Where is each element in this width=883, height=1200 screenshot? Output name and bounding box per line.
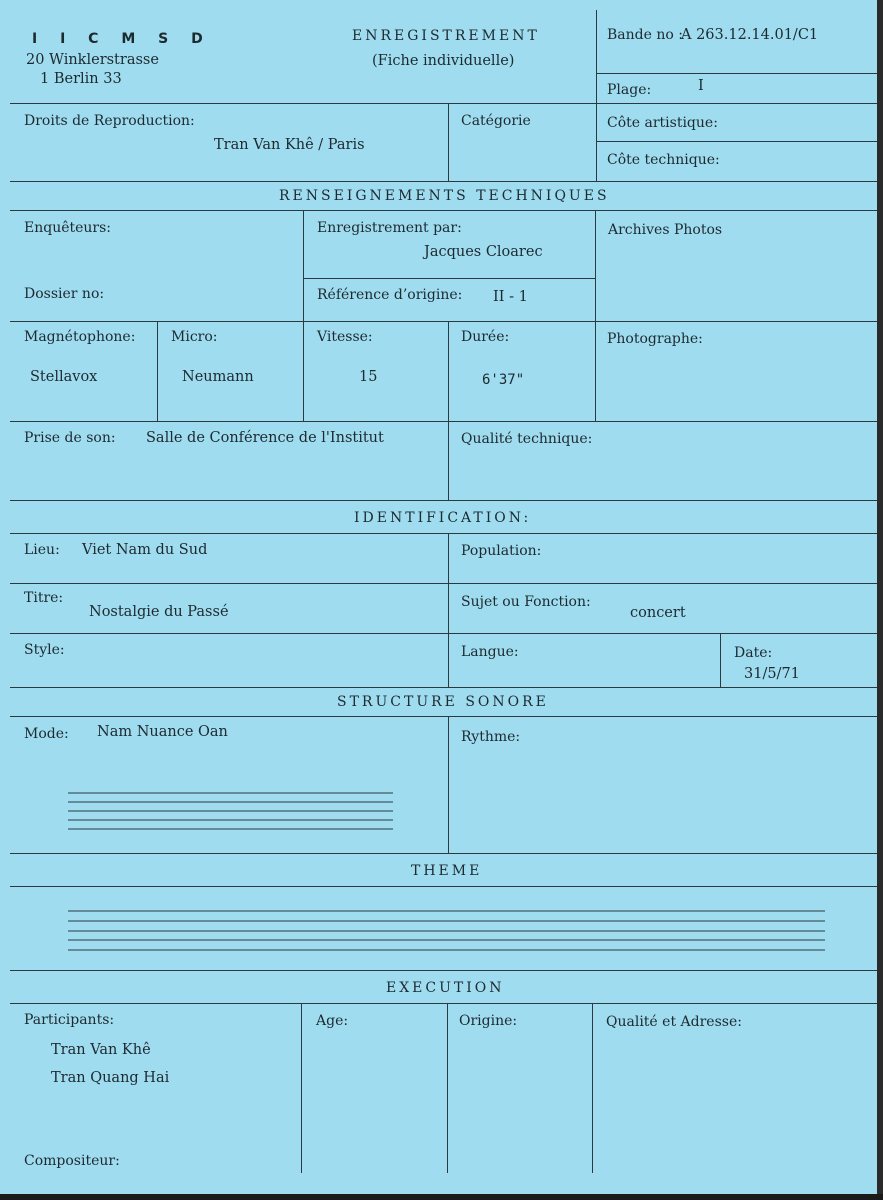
rythme-label: Rythme: — [461, 729, 521, 745]
mode-staff — [68, 790, 394, 834]
org-logo-text: I I C M S D — [32, 31, 212, 47]
plage-value: I — [698, 78, 704, 94]
qualite-technique-label: Qualité technique: — [461, 431, 593, 447]
divider — [301, 1003, 302, 1173]
org-city: 1 Berlin 33 — [40, 71, 122, 87]
divider — [10, 886, 877, 887]
enregistrement-par-value: Jacques Cloarec — [424, 244, 543, 260]
vitesse-value: 15 — [359, 369, 378, 385]
divider — [10, 500, 877, 501]
duree-value: 6'37" — [482, 372, 525, 388]
divider — [10, 181, 877, 182]
qualite-adresse-label: Qualité et Adresse: — [606, 1014, 742, 1030]
divider — [592, 1003, 593, 1173]
divider — [596, 10, 597, 181]
section-title-identification: IDENTIFICATION: — [354, 510, 532, 526]
participant-name: Tran Quang Hai — [51, 1070, 170, 1086]
section-title-structure: STRUCTURE SONORE — [337, 694, 549, 710]
magnetophone-value: Stellavox — [30, 369, 98, 385]
sujet-label: Sujet ou Fonction: — [461, 594, 591, 610]
sujet-value: concert — [630, 605, 686, 621]
participant-name: Tran Van Khê — [51, 1042, 151, 1058]
style-label: Style: — [24, 642, 65, 658]
bande-label: Bande no : — [607, 27, 683, 43]
cote-artistique-label: Côte artistique: — [607, 115, 718, 131]
participants-label: Participants: — [24, 1012, 115, 1028]
origine-label: Origine: — [459, 1013, 518, 1029]
rights-label: Droits de Reproduction: — [24, 113, 195, 129]
photographe-label: Photographe: — [607, 331, 703, 347]
reference-label: Référence d’origine: — [317, 287, 463, 303]
divider — [448, 103, 449, 181]
population-label: Population: — [461, 543, 542, 559]
divider — [303, 278, 595, 279]
divider — [10, 321, 877, 322]
divider — [10, 533, 877, 534]
langue-label: Langue: — [461, 644, 519, 660]
divider — [10, 583, 877, 584]
divider — [10, 1003, 877, 1004]
categorie-label: Catégorie — [461, 113, 531, 129]
divider — [10, 716, 877, 717]
divider — [447, 1003, 448, 1173]
enregistrement-par-label: Enregistrement par: — [317, 220, 462, 236]
micro-value: Neumann — [182, 369, 254, 385]
divider — [448, 716, 449, 853]
rights-value: Tran Van Khê / Paris — [214, 137, 365, 153]
form-subtitle: (Fiche individuelle) — [372, 53, 515, 69]
mode-label: Mode: — [24, 726, 69, 742]
theme-staff — [68, 908, 828, 954]
reference-value: II - 1 — [493, 289, 528, 305]
vitesse-label: Vitesse: — [317, 329, 373, 345]
divider — [596, 141, 877, 142]
prise-de-son-label: Prise de son: — [24, 430, 116, 446]
divider — [720, 633, 721, 687]
mode-value: Nam Nuance Oan — [97, 724, 228, 740]
section-title-technique: RENSEIGNEMENTS TECHNIQUES — [279, 188, 610, 204]
divider — [10, 633, 877, 634]
divider — [596, 73, 877, 74]
divider — [595, 210, 596, 421]
form-title: ENREGISTREMENT — [352, 28, 540, 44]
lieu-value: Viet Nam du Sud — [82, 542, 208, 558]
titre-value: Nostalgie du Passé — [89, 604, 229, 620]
duree-label: Durée: — [461, 329, 510, 345]
divider — [10, 103, 877, 104]
titre-label: Titre: — [24, 590, 64, 606]
date-value: 31/5/71 — [744, 666, 800, 682]
dossier-label: Dossier no: — [24, 286, 105, 302]
divider — [448, 321, 449, 500]
compositeur-label: Compositeur: — [24, 1153, 120, 1169]
magnetophone-label: Magnétophone: — [24, 329, 136, 345]
micro-label: Micro: — [171, 329, 218, 345]
plage-label: Plage: — [607, 82, 652, 98]
divider — [448, 533, 449, 687]
age-label: Age: — [316, 1013, 349, 1029]
divider — [10, 853, 877, 854]
divider — [303, 210, 304, 421]
archives-photos-label: Archives Photos — [608, 222, 723, 238]
divider — [10, 970, 877, 971]
bande-value: A 263.12.14.01/C1 — [681, 27, 819, 43]
divider — [10, 210, 877, 211]
cote-technique-label: Côte technique: — [607, 152, 720, 168]
divider — [10, 687, 877, 688]
section-title-execution: EXECUTION — [386, 980, 505, 996]
prise-de-son-value: Salle de Conférence de l'Institut — [146, 430, 384, 446]
card-edge-shadow — [877, 0, 883, 1200]
lieu-label: Lieu: — [24, 542, 60, 558]
card-edge-shadow — [0, 1194, 883, 1200]
enqueteurs-label: Enquêteurs: — [24, 220, 112, 236]
org-street: 20 Winklerstrasse — [26, 52, 159, 68]
divider — [157, 321, 158, 421]
date-label: Date: — [734, 645, 773, 661]
divider — [10, 421, 877, 422]
section-title-theme: THEME — [411, 863, 483, 879]
